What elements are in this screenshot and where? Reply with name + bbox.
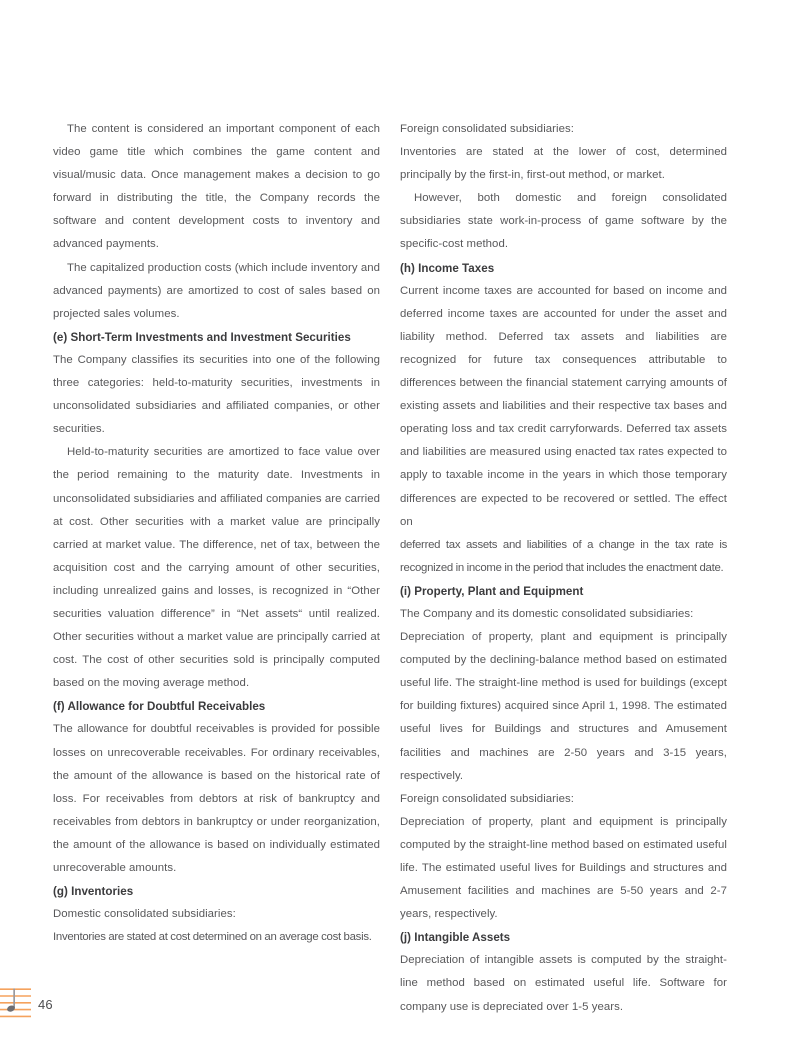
music-staff-decoration bbox=[0, 988, 31, 1019]
left-text-column bbox=[53, 118, 380, 949]
body-paragraph: Depreciation of property, plant and equipment is principally computed by the declining-balance method based on estimated useful life. The straight-line method is used for buildings (except for building fixtures) acquired since April 1, 1998. The estimated useful lives for Buildings and structures and Amusement facilities and machines are 2-50 years and 3-15 years, respectively. bbox=[400, 631, 727, 782]
body-paragraph: Current income taxes are accounted for based on income and deferred income taxes are accounted for under the asset and liability method. Deferred tax assets and liabilities are recognized for future tax consequences attributable to differences between the financial statement carrying amounts of existing assets and liabilities and their respective tax bases and operating loss and tax credit carryforwards. Deferred tax assets and liabilities are measured using enacted tax rates expected to apply to taxable income in the years in which those temporary differences are expected to be recovered or settled. The effect on bbox=[400, 284, 727, 528]
body-paragraph: The capitalized production costs (which include inventory and advanced payments) are amortized to cost of sales based on projected sales volumes. bbox=[53, 261, 380, 320]
quarter-note-icon bbox=[6, 989, 16, 1013]
body-paragraph: Depreciation of intangible assets is computed by the straight-line method based on estimated useful life. Software for company use is depreciated over 1-5 years. bbox=[400, 954, 727, 1013]
section-heading: (e) Short-Term Investments and Investment Securities bbox=[53, 330, 351, 344]
body-paragraph: The Company and its domestic consolidated subsidiaries: bbox=[400, 607, 694, 620]
body-paragraph: However, both domestic and foreign consolidated subsidiaries state work-in-process of game software by the specific-cost method. bbox=[400, 192, 727, 251]
section-heading: (j) Intangible Assets bbox=[400, 931, 511, 945]
body-paragraph: The content is considered an important component of each video game title which combines the game content and visual/music data. Once management makes a decision to go forward in distributing the title, the Company records the software and content development costs to inventory and advanced payments. bbox=[53, 123, 380, 251]
body-paragraph: Inventories are stated at cost determined on an average cost basis. bbox=[53, 931, 372, 944]
page-number: 46 bbox=[38, 997, 53, 1012]
body-paragraph: Inventories are stated at the lower of cost, determined principally by the first-in, first-out method, or market. bbox=[400, 146, 727, 182]
section-heading: (f) Allowance for Doubtful Receivables bbox=[53, 700, 266, 714]
body-paragraph: Foreign consolidated subsidiaries: bbox=[400, 792, 574, 805]
body-paragraph: Foreign consolidated subsidiaries: bbox=[400, 123, 574, 135]
body-paragraph: Domestic consolidated subsidiaries: bbox=[53, 908, 236, 921]
section-heading: (i) Property, Plant and Equipment bbox=[400, 584, 584, 598]
section-heading: (h) Income Taxes bbox=[400, 261, 495, 275]
body-paragraph: deferred tax assets and liabilities of a change in the tax rate is recognized in income in the period that includes the enactment date. bbox=[400, 538, 727, 574]
body-paragraph: The Company classifies its securities into one of the following three categories: held-to-maturity securities, investments in unconsolidated subsidiaries and affiliated companies, or other securities. bbox=[53, 353, 380, 436]
body-paragraph: Depreciation of property, plant and equipment is principally computed by the straight-line method based on estimated useful life. The estimated useful lives for Buildings and structures and Amusement facilities and machines are 5-50 years and 2-7 years, respectively. bbox=[400, 815, 727, 921]
right-text-column bbox=[400, 118, 727, 1019]
body-paragraph: Held-to-maturity securities are amortized to face value over the period remaining to the maturity date. Investments in unconsolidated subsidiaries and affiliated companies are carried at cost. Other securities with a market value are principally carried at market value. The difference, net of tax, between the acquisition cost and the carrying amount of other securities, including unrealized gains and losses, is recognized in “Other securities valuation difference” in “Net assets“ until realized. Other securities without a market value are principally carried at cost. The cost of other securities sold is principally computed based on the moving average method. bbox=[53, 446, 380, 690]
body-paragraph: The allowance for doubtful receivables is provided for possible losses on unrecoverable receivables. For ordinary receivables, the amount of the allowance is based on the historical rate of loss. For receivables from debtors at risk of bankruptcy and receivables from debtors in bankruptcy or under reorganization, the amount of the allowance is based on individually estimated unrecoverable amounts. bbox=[53, 723, 380, 874]
section-heading: (g) Inventories bbox=[53, 885, 134, 899]
